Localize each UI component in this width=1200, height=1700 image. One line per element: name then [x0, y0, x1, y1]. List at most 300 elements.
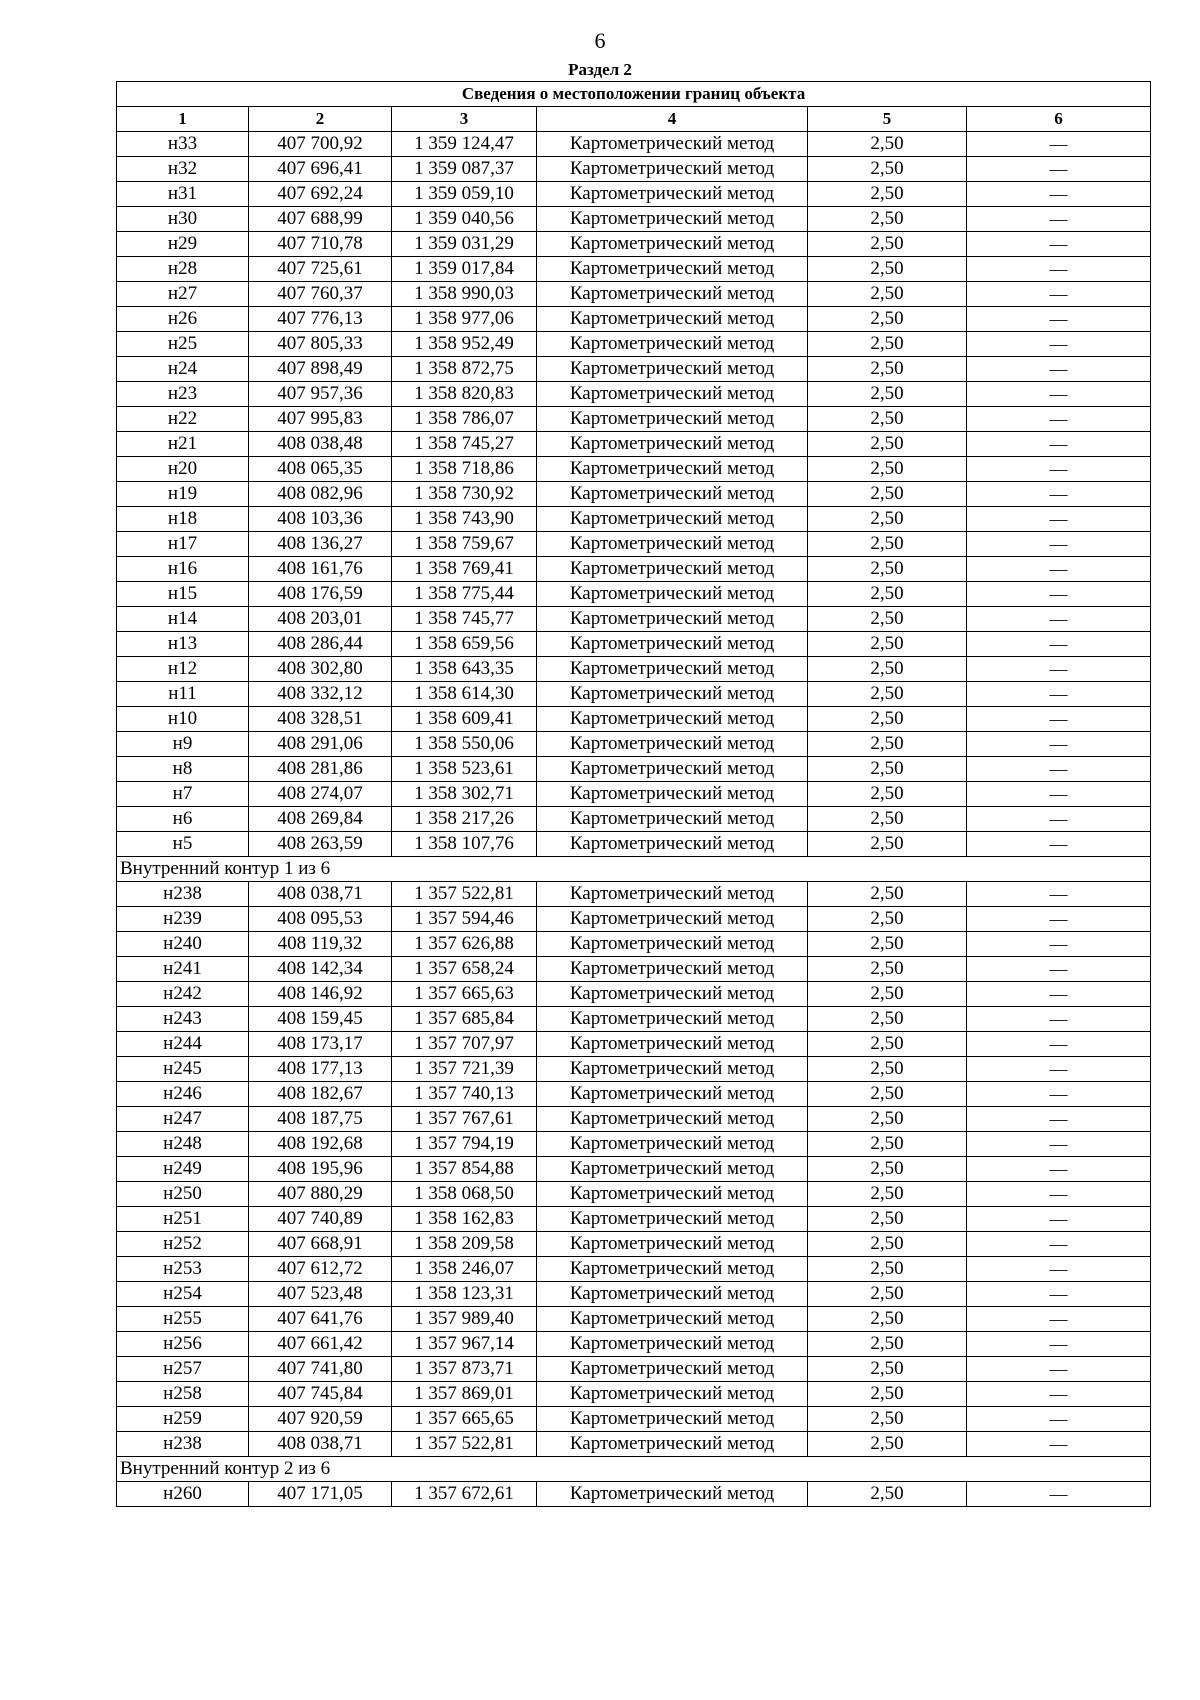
- description-cell: —: [967, 182, 1151, 207]
- method-cell: Картометрический метод: [537, 1407, 808, 1432]
- description-cell: —: [967, 1232, 1151, 1257]
- table-row: [117, 607, 1151, 632]
- table-row: [117, 1332, 1151, 1357]
- accuracy-cell: 2,50: [808, 232, 967, 257]
- table-row: [117, 582, 1151, 607]
- table-row: [117, 1282, 1151, 1307]
- accuracy-cell: 2,50: [808, 1482, 967, 1507]
- method-cell: Картометрический метод: [537, 832, 808, 857]
- coordinate-y-cell: 1 357 707,97: [392, 1032, 537, 1057]
- method-cell: Картометрический метод: [537, 1382, 808, 1407]
- table-row: [117, 132, 1151, 157]
- description-cell: —: [967, 832, 1151, 857]
- accuracy-cell: 2,50: [808, 757, 967, 782]
- description-cell: —: [967, 632, 1151, 657]
- coordinate-y-cell: 1 358 068,50: [392, 1182, 537, 1207]
- point-id-cell: н258: [117, 1382, 249, 1407]
- table-row: [117, 957, 1151, 982]
- table-row: [117, 232, 1151, 257]
- coordinate-x-cell: 408 136,27: [249, 532, 392, 557]
- point-id-cell: н15: [117, 582, 249, 607]
- point-id-cell: н31: [117, 182, 249, 207]
- table-row: [117, 982, 1151, 1007]
- description-cell: —: [967, 207, 1151, 232]
- coordinate-y-cell: 1 359 087,37: [392, 157, 537, 182]
- description-cell: —: [967, 1482, 1151, 1507]
- method-cell: Картометрический метод: [537, 1307, 808, 1332]
- point-id-cell: н18: [117, 507, 249, 532]
- point-id-cell: н238: [117, 1432, 249, 1457]
- coordinate-x-cell: 408 103,36: [249, 507, 392, 532]
- coordinate-x-cell: 408 274,07: [249, 782, 392, 807]
- accuracy-cell: 2,50: [808, 732, 967, 757]
- table-row: [117, 882, 1151, 907]
- accuracy-cell: 2,50: [808, 1407, 967, 1432]
- coordinate-x-cell: 408 038,71: [249, 1432, 392, 1457]
- method-cell: Картометрический метод: [537, 1032, 808, 1057]
- table-row: [117, 832, 1151, 857]
- coordinate-x-cell: 408 161,76: [249, 557, 392, 582]
- method-cell: Картометрический метод: [537, 1207, 808, 1232]
- method-cell: Картометрический метод: [537, 807, 808, 832]
- coordinate-y-cell: 1 358 209,58: [392, 1232, 537, 1257]
- table-row: [117, 1157, 1151, 1182]
- coordinate-x-cell: 407 700,92: [249, 132, 392, 157]
- table-row: [117, 357, 1151, 382]
- table-title-row: [117, 82, 1151, 107]
- point-id-cell: н26: [117, 307, 249, 332]
- point-id-cell: н249: [117, 1157, 249, 1182]
- contour-label: Внутренний контур 2 из 6: [117, 1457, 1151, 1482]
- description-cell: —: [967, 407, 1151, 432]
- accuracy-cell: 2,50: [808, 257, 967, 282]
- point-id-cell: н14: [117, 607, 249, 632]
- table-row: [117, 1407, 1151, 1432]
- method-cell: Картометрический метод: [537, 632, 808, 657]
- table-row: [117, 457, 1151, 482]
- accuracy-cell: 2,50: [808, 532, 967, 557]
- accuracy-cell: 2,50: [808, 482, 967, 507]
- table-row: [117, 257, 1151, 282]
- point-id-cell: н30: [117, 207, 249, 232]
- method-cell: Картометрический метод: [537, 1232, 808, 1257]
- accuracy-cell: 2,50: [808, 1382, 967, 1407]
- method-cell: Картометрический метод: [537, 307, 808, 332]
- table-row: [117, 1007, 1151, 1032]
- point-id-cell: н241: [117, 957, 249, 982]
- description-cell: —: [967, 282, 1151, 307]
- description-cell: —: [967, 757, 1151, 782]
- point-id-cell: н245: [117, 1057, 249, 1082]
- accuracy-cell: 2,50: [808, 507, 967, 532]
- coordinate-x-cell: 407 880,29: [249, 1182, 392, 1207]
- coordinate-y-cell: 1 358 775,44: [392, 582, 537, 607]
- table-row: [117, 1232, 1151, 1257]
- method-cell: Картометрический метод: [537, 1482, 808, 1507]
- coordinate-x-cell: 408 263,59: [249, 832, 392, 857]
- point-id-cell: н29: [117, 232, 249, 257]
- coordinate-x-cell: 407 696,41: [249, 157, 392, 182]
- method-cell: Картометрический метод: [537, 432, 808, 457]
- table-row: [117, 1107, 1151, 1132]
- coordinate-y-cell: 1 357 873,71: [392, 1357, 537, 1382]
- point-id-cell: н242: [117, 982, 249, 1007]
- point-id-cell: н255: [117, 1307, 249, 1332]
- section-title: Раздел 2: [568, 60, 632, 79]
- table-row: [117, 407, 1151, 432]
- method-cell: Картометрический метод: [537, 1332, 808, 1357]
- description-cell: —: [967, 1382, 1151, 1407]
- coordinate-x-cell: 408 095,53: [249, 907, 392, 932]
- accuracy-cell: 2,50: [808, 632, 967, 657]
- coordinate-y-cell: 1 358 659,56: [392, 632, 537, 657]
- description-cell: —: [967, 1407, 1151, 1432]
- table-row: [117, 657, 1151, 682]
- description-cell: —: [967, 307, 1151, 332]
- point-id-cell: н246: [117, 1082, 249, 1107]
- coordinate-x-cell: 408 286,44: [249, 632, 392, 657]
- coordinate-y-cell: 1 357 794,19: [392, 1132, 537, 1157]
- point-id-cell: н12: [117, 657, 249, 682]
- accuracy-cell: 2,50: [808, 1232, 967, 1257]
- accuracy-cell: 2,50: [808, 832, 967, 857]
- point-id-cell: н250: [117, 1182, 249, 1207]
- point-id-cell: н252: [117, 1232, 249, 1257]
- table-body: [117, 132, 1151, 1507]
- accuracy-cell: 2,50: [808, 182, 967, 207]
- coordinate-x-cell: 408 281,86: [249, 757, 392, 782]
- coordinate-y-cell: 1 357 594,46: [392, 907, 537, 932]
- accuracy-cell: 2,50: [808, 1032, 967, 1057]
- point-id-cell: н16: [117, 557, 249, 582]
- coordinate-y-cell: 1 357 665,65: [392, 1407, 537, 1432]
- coordinate-y-cell: 1 358 550,06: [392, 732, 537, 757]
- method-cell: Картометрический метод: [537, 332, 808, 357]
- contour-label: Внутренний контур 1 из 6: [117, 857, 1151, 882]
- method-cell: Картометрический метод: [537, 457, 808, 482]
- description-cell: —: [967, 157, 1151, 182]
- table-title: Сведения о местоположении границ объекта: [117, 82, 1151, 107]
- column-header: 2: [249, 107, 392, 132]
- method-cell: Картометрический метод: [537, 607, 808, 632]
- coordinate-y-cell: 1 358 769,41: [392, 557, 537, 582]
- accuracy-cell: 2,50: [808, 982, 967, 1007]
- method-cell: Картометрический метод: [537, 1282, 808, 1307]
- coordinate-y-cell: 1 359 040,56: [392, 207, 537, 232]
- point-id-cell: н23: [117, 382, 249, 407]
- point-id-cell: н20: [117, 457, 249, 482]
- point-id-cell: н8: [117, 757, 249, 782]
- method-cell: Картометрический метод: [537, 1257, 808, 1282]
- description-cell: —: [967, 357, 1151, 382]
- coordinate-x-cell: 407 171,05: [249, 1482, 392, 1507]
- description-cell: —: [967, 707, 1151, 732]
- method-cell: Картометрический метод: [537, 207, 808, 232]
- table-row: [117, 1432, 1151, 1457]
- coordinate-x-cell: 407 805,33: [249, 332, 392, 357]
- coordinate-y-cell: 1 358 759,67: [392, 532, 537, 557]
- method-cell: Картометрический метод: [537, 1007, 808, 1032]
- description-cell: —: [967, 1332, 1151, 1357]
- coordinate-y-cell: 1 357 658,24: [392, 957, 537, 982]
- coordinate-x-cell: 408 182,67: [249, 1082, 392, 1107]
- column-header: 6: [967, 107, 1151, 132]
- accuracy-cell: 2,50: [808, 932, 967, 957]
- point-id-cell: н21: [117, 432, 249, 457]
- method-cell: Картометрический метод: [537, 582, 808, 607]
- accuracy-cell: 2,50: [808, 382, 967, 407]
- column-header: 1: [117, 107, 249, 132]
- method-cell: Картометрический метод: [537, 557, 808, 582]
- table-row: [117, 1357, 1151, 1382]
- coordinate-y-cell: 1 358 643,35: [392, 657, 537, 682]
- method-cell: Картометрический метод: [537, 132, 808, 157]
- accuracy-cell: 2,50: [808, 1307, 967, 1332]
- table-row: [117, 182, 1151, 207]
- table-row: [117, 1307, 1151, 1332]
- description-cell: —: [967, 132, 1151, 157]
- description-cell: —: [967, 732, 1151, 757]
- table-row: [117, 682, 1151, 707]
- point-id-cell: н25: [117, 332, 249, 357]
- coordinate-y-cell: 1 359 124,47: [392, 132, 537, 157]
- coordinate-x-cell: 407 612,72: [249, 1257, 392, 1282]
- method-cell: Картометрический метод: [537, 407, 808, 432]
- description-cell: —: [967, 1432, 1151, 1457]
- coordinate-x-cell: 408 038,71: [249, 882, 392, 907]
- description-cell: —: [967, 1107, 1151, 1132]
- accuracy-cell: 2,50: [808, 1182, 967, 1207]
- coordinate-x-cell: 407 760,37: [249, 282, 392, 307]
- table-row: [117, 1382, 1151, 1407]
- accuracy-cell: 2,50: [808, 207, 967, 232]
- method-cell: Картометрический метод: [537, 1182, 808, 1207]
- table-row: [117, 1257, 1151, 1282]
- accuracy-cell: 2,50: [808, 882, 967, 907]
- coordinate-y-cell: 1 358 123,31: [392, 1282, 537, 1307]
- table-row: [117, 632, 1151, 657]
- accuracy-cell: 2,50: [808, 957, 967, 982]
- accuracy-cell: 2,50: [808, 407, 967, 432]
- column-header: 5: [808, 107, 967, 132]
- accuracy-cell: 2,50: [808, 1282, 967, 1307]
- coordinate-x-cell: 407 740,89: [249, 1207, 392, 1232]
- description-cell: —: [967, 1207, 1151, 1232]
- coordinate-y-cell: 1 358 952,49: [392, 332, 537, 357]
- coordinate-x-cell: 407 692,24: [249, 182, 392, 207]
- coordinate-y-cell: 1 357 626,88: [392, 932, 537, 957]
- description-cell: —: [967, 1032, 1151, 1057]
- description-cell: —: [967, 1007, 1151, 1032]
- table-row: [117, 307, 1151, 332]
- point-id-cell: н32: [117, 157, 249, 182]
- point-id-cell: н247: [117, 1107, 249, 1132]
- method-cell: Картометрический метод: [537, 382, 808, 407]
- accuracy-cell: 2,50: [808, 907, 967, 932]
- method-cell: Картометрический метод: [537, 657, 808, 682]
- coordinate-x-cell: 408 082,96: [249, 482, 392, 507]
- method-cell: Картометрический метод: [537, 257, 808, 282]
- table-row: [117, 207, 1151, 232]
- coordinate-x-cell: 407 661,42: [249, 1332, 392, 1357]
- table-row: [117, 557, 1151, 582]
- description-cell: —: [967, 582, 1151, 607]
- table-row: [117, 907, 1151, 932]
- accuracy-cell: 2,50: [808, 1157, 967, 1182]
- accuracy-cell: 2,50: [808, 1332, 967, 1357]
- coordinate-y-cell: 1 357 767,61: [392, 1107, 537, 1132]
- table-row: [117, 1482, 1151, 1507]
- coordinate-x-cell: 408 195,96: [249, 1157, 392, 1182]
- column-header: 4: [537, 107, 808, 132]
- description-cell: —: [967, 982, 1151, 1007]
- accuracy-cell: 2,50: [808, 1107, 967, 1132]
- accuracy-cell: 2,50: [808, 1207, 967, 1232]
- method-cell: Картометрический метод: [537, 182, 808, 207]
- point-id-cell: н28: [117, 257, 249, 282]
- table-row: [117, 482, 1151, 507]
- description-cell: —: [967, 957, 1151, 982]
- accuracy-cell: 2,50: [808, 357, 967, 382]
- method-cell: Картометрический метод: [537, 1132, 808, 1157]
- point-id-cell: н5: [117, 832, 249, 857]
- description-cell: —: [967, 1357, 1151, 1382]
- table-row: [117, 532, 1151, 557]
- point-id-cell: н239: [117, 907, 249, 932]
- point-id-cell: н9: [117, 732, 249, 757]
- accuracy-cell: 2,50: [808, 582, 967, 607]
- point-id-cell: н6: [117, 807, 249, 832]
- table-row: [117, 1082, 1151, 1107]
- description-cell: —: [967, 782, 1151, 807]
- table-row: [117, 432, 1151, 457]
- table-row: [117, 332, 1151, 357]
- coordinate-y-cell: 1 358 977,06: [392, 307, 537, 332]
- point-id-cell: н10: [117, 707, 249, 732]
- coordinate-x-cell: 408 065,35: [249, 457, 392, 482]
- coordinate-y-cell: 1 357 967,14: [392, 1332, 537, 1357]
- coordinate-x-cell: 408 146,92: [249, 982, 392, 1007]
- method-cell: Картометрический метод: [537, 932, 808, 957]
- coordinate-x-cell: 408 328,51: [249, 707, 392, 732]
- accuracy-cell: 2,50: [808, 557, 967, 582]
- coordinate-x-cell: 407 776,13: [249, 307, 392, 332]
- accuracy-cell: 2,50: [808, 282, 967, 307]
- point-id-cell: н7: [117, 782, 249, 807]
- table-row: [117, 757, 1151, 782]
- coordinate-x-cell: 408 119,32: [249, 932, 392, 957]
- table-row: [117, 382, 1151, 407]
- coordinate-y-cell: 1 357 989,40: [392, 1307, 537, 1332]
- method-cell: Картометрический метод: [537, 157, 808, 182]
- description-cell: —: [967, 1257, 1151, 1282]
- table-row: [117, 157, 1151, 182]
- coordinate-x-cell: 407 898,49: [249, 357, 392, 382]
- coordinate-y-cell: 1 358 820,83: [392, 382, 537, 407]
- coordinate-y-cell: 1 358 609,41: [392, 707, 537, 732]
- coordinate-y-cell: 1 359 059,10: [392, 182, 537, 207]
- description-cell: —: [967, 1157, 1151, 1182]
- table-row: [117, 1032, 1151, 1057]
- description-cell: —: [967, 807, 1151, 832]
- coordinate-x-cell: 407 995,83: [249, 407, 392, 432]
- point-id-cell: н256: [117, 1332, 249, 1357]
- description-cell: —: [967, 532, 1151, 557]
- description-cell: —: [967, 1282, 1151, 1307]
- coordinate-y-cell: 1 359 031,29: [392, 232, 537, 257]
- table-row: [117, 1182, 1151, 1207]
- coordinate-y-cell: 1 358 745,27: [392, 432, 537, 457]
- coordinate-x-cell: 407 523,48: [249, 1282, 392, 1307]
- table-row: [117, 1207, 1151, 1232]
- coordinate-y-cell: 1 357 672,61: [392, 1482, 537, 1507]
- description-cell: —: [967, 907, 1151, 932]
- description-cell: —: [967, 457, 1151, 482]
- description-cell: —: [967, 1132, 1151, 1157]
- accuracy-cell: 2,50: [808, 157, 967, 182]
- coordinate-y-cell: 1 358 730,92: [392, 482, 537, 507]
- point-id-cell: н248: [117, 1132, 249, 1157]
- description-cell: —: [967, 232, 1151, 257]
- accuracy-cell: 2,50: [808, 1132, 967, 1157]
- description-cell: —: [967, 557, 1151, 582]
- description-cell: —: [967, 332, 1151, 357]
- table-row: [117, 282, 1151, 307]
- table-row: [117, 507, 1151, 532]
- method-cell: Картометрический метод: [537, 1357, 808, 1382]
- coordinate-x-cell: 407 745,84: [249, 1382, 392, 1407]
- point-id-cell: н260: [117, 1482, 249, 1507]
- coordinate-y-cell: 1 357 522,81: [392, 882, 537, 907]
- column-header: 3: [392, 107, 537, 132]
- point-id-cell: н33: [117, 132, 249, 157]
- method-cell: Картометрический метод: [537, 707, 808, 732]
- table-row: [117, 707, 1151, 732]
- coordinate-x-cell: 407 668,91: [249, 1232, 392, 1257]
- point-id-cell: н11: [117, 682, 249, 707]
- coordinate-x-cell: 407 741,80: [249, 1357, 392, 1382]
- coordinate-y-cell: 1 357 740,13: [392, 1082, 537, 1107]
- coordinate-y-cell: 1 358 718,86: [392, 457, 537, 482]
- coordinate-x-cell: 408 177,13: [249, 1057, 392, 1082]
- boundary-table: [116, 81, 1151, 1507]
- coordinate-x-cell: 408 038,48: [249, 432, 392, 457]
- coordinate-y-cell: 1 358 614,30: [392, 682, 537, 707]
- table-row: [117, 807, 1151, 832]
- coordinate-x-cell: 408 173,17: [249, 1032, 392, 1057]
- coordinate-y-cell: 1 358 523,61: [392, 757, 537, 782]
- method-cell: Картометрический метод: [537, 1082, 808, 1107]
- accuracy-cell: 2,50: [808, 307, 967, 332]
- accuracy-cell: 2,50: [808, 457, 967, 482]
- coordinate-y-cell: 1 358 745,77: [392, 607, 537, 632]
- coordinate-y-cell: 1 358 743,90: [392, 507, 537, 532]
- table-row: [117, 782, 1151, 807]
- coordinate-x-cell: 408 159,45: [249, 1007, 392, 1032]
- coordinate-y-cell: 1 358 107,76: [392, 832, 537, 857]
- coordinate-y-cell: 1 358 786,07: [392, 407, 537, 432]
- description-cell: —: [967, 507, 1151, 532]
- method-cell: Картометрический метод: [537, 907, 808, 932]
- coordinate-x-cell: 408 332,12: [249, 682, 392, 707]
- coordinate-y-cell: 1 358 302,71: [392, 782, 537, 807]
- coordinate-x-cell: 408 269,84: [249, 807, 392, 832]
- accuracy-cell: 2,50: [808, 682, 967, 707]
- accuracy-cell: 2,50: [808, 707, 967, 732]
- description-cell: —: [967, 1082, 1151, 1107]
- method-cell: Картометрический метод: [537, 1107, 808, 1132]
- description-cell: —: [967, 882, 1151, 907]
